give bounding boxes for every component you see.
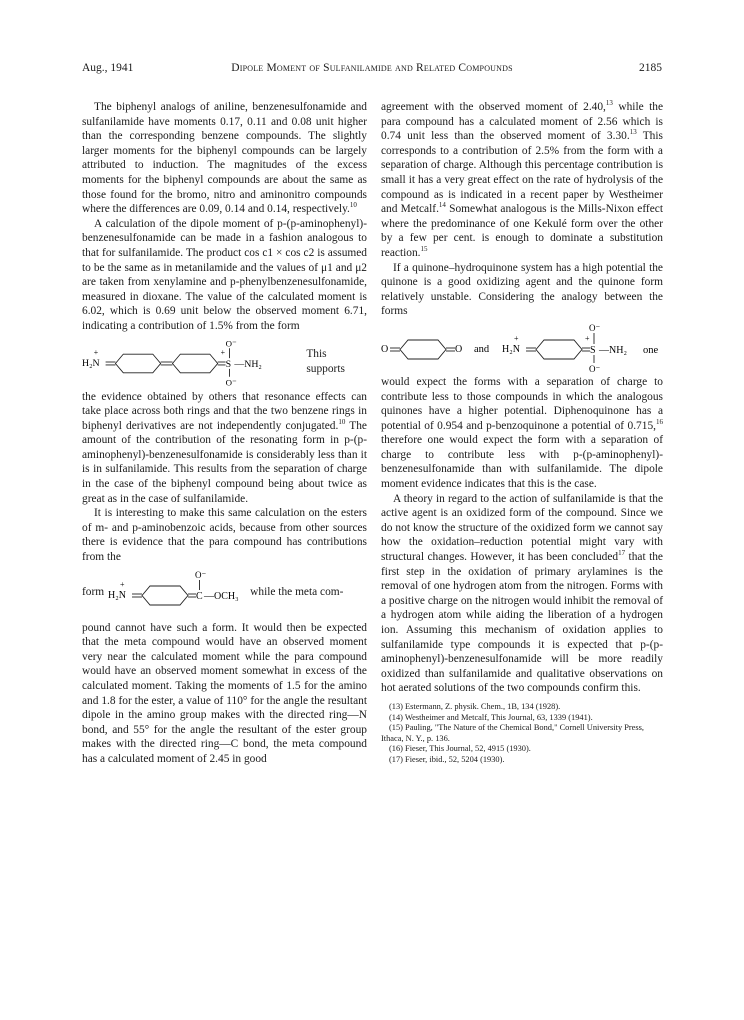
left-paragraph-1: The biphenyl analogs of aniline, benzenesulfonamide and sulfanilamide have moments 0.17, 0.11 and 0.08 unit higher than the corresponding benzene compounds. The slightly larger moments for the biphenyl compounds can be largely attributed to induction. The magnitudes of the excess moments for the biphenyl compounds are about the same as those found for the bromo, nitro and aminonitro compounds where the differences are 0.09, 0.14 and 0.14, respectively.$^{10}$ — [82, 101, 367, 216]
formula2-trailing-text: while the meta com- — [250, 586, 344, 599]
formula-quinone-comparison — [381, 322, 663, 372]
page-header — [82, 62, 662, 78]
right-paragraph-1: agreement with the observed moment of 2.40,13 while the para compound has a calculated moment of 2.56 which is 0.74 unit less than the observed moment of 3.30.13 This corresponds to a contribution of 2.5% from the form with a separation of charge. Although this percentage contribution is small it has a very great effect on the rate of hydrolysis of the compound as is indicated in a recent paper by Westheimer and Metcalf.$^{14}$ Somewhat analogous is the Mills-Nixon effect where the predominance of one Kekulé form over the other by a few per cent. is enough to dominate a substitution reaction.$^{15}$ — [381, 99, 664, 259]
footnotes — [381, 702, 663, 766]
svg-text:+: + — [120, 579, 125, 589]
footnote-16: (16) Fieser, This Journal, 52, 4915 (1930). — [389, 744, 531, 754]
svg-text:—NH₂: —NH₂ — [234, 358, 262, 370]
svg-text:H₂N: H₂N — [82, 357, 100, 369]
svg-text:and: and — [474, 343, 490, 355]
header-date: Aug., 1941 — [82, 62, 134, 74]
formula2-leading-text: form — [82, 586, 105, 599]
svg-text:O: O — [455, 343, 463, 355]
right-paragraph-2: If a quinone–hydroquinone system has a high potential the quinone is a good oxidizing agent and the quinone form relatively unstable. Considering the analogy between the forms — [381, 261, 663, 318]
footnote-15: (15) Pauling, "The Nature of the Chemical Bond," Cornell University Press, Ithaca, N. Y., p. 136. — [381, 723, 645, 743]
svg-text:+: + — [514, 333, 519, 343]
footnote-14: (14) Westheimer and Metcalf, This Journal, 63, 1339 (1941). — [389, 712, 593, 722]
formula-biphenyl-sulfonamide — [82, 337, 367, 387]
svg-text:+: + — [220, 347, 226, 357]
left-paragraph-5: pound cannot have such a form. It would then be expected that the meta compound would have an observed moment very near the calculated moment while the para compound would have an observed moment somewhat in excess of the calculated moment. Taking the moments of 1.5 for the amino and 1.8 for the ester, a value of 110° for the angle the resultant dipole in the amino group makes with the directed ring—N bond, and 55° for the angle the resultant of the ester group makes with the directed ring—C bond, the meta compound has a calculated moment of 2.45 in good — [82, 621, 367, 765]
formula1-trailing-text: This supports — [306, 347, 345, 375]
svg-text:+: + — [585, 333, 590, 343]
left-column — [82, 100, 367, 767]
biphenyl-quinoid-structure — [82, 337, 298, 387]
formula-aminobenzoate — [82, 568, 367, 618]
footnote-13: (13) Estermann, Z. physik. Chem., 1B, 134 (1928). — [389, 701, 561, 711]
svg-text:O⁻: O⁻ — [589, 322, 601, 333]
left-paragraph-3: the evidence obtained by others that resonance effects can take place across both rings and that the two benzene rings in biphenyl derivatives are not independently conjugated.$^{10}$ The amount of the contribution of the resonating form in p-(p-aminophenyl)-benzenesulfonamide is considerably less than it is in sulfanilamide. This results from the separation of charge in the case of the biphenyl compound being about twice as great as in the case of sulfanilamide. — [82, 390, 367, 505]
left-paragraph-2: A calculation of the dipole moment of p-(p-aminophenyl)-benzenesulfonamide can be made in a fashion analogous to that for sulfanilamide. The product cos c1 × cos c2 is assumed to be the same as in metanilamide and the values of μ1 and μ2 are taken from xenylamine and p-phenylbenzenesulfonamide, measured in dioxane. The value of the calculated moment is 6.02, which is 0.69 unit below the observed moment 6.71, indicating a contribution of 1.5% from the form — [82, 217, 367, 332]
svg-text:C: C — [196, 590, 203, 602]
right-column — [381, 100, 663, 766]
svg-text:O⁻: O⁻ — [589, 363, 601, 372]
svg-text:S: S — [590, 344, 596, 356]
svg-text:one: one — [643, 344, 659, 356]
svg-text:H₂N: H₂N — [108, 589, 127, 601]
svg-text:O⁻: O⁻ — [225, 377, 237, 387]
header-title: Dipole Moment of Sulfanilamide and Related Compounds — [231, 62, 513, 74]
aminobenzoate-quinoid-structure — [108, 568, 248, 618]
svg-text:—OCH₃: —OCH₃ — [204, 590, 239, 602]
right-paragraph-4: A theory in regard to the action of sulfanilamide is that the active agent is an oxidized form of the compound. Since we do not know the structure of the oxidized form we cannot say how the oxidation–reduction potential might vary with structural changes. However, it has been concluded$^{17}$ that the first step in the oxidation of primary arylamines is the removal of one hydrogen atom from the nitrogen. Forms with a positive charge on the nitrogen would inhibit the removal of a hydrogen atom while aiding the liberation of a hydrogen ion. Assuming this mechanism of oxidation applies to sulfanilamide type compounds it is expected that p-(p-aminophenyl)-benzenesulfonamide will be more readily oxidized than sulfanilamide and qualitative observations on hot aerated solutions of the two compounds confirm this. — [381, 492, 663, 695]
quinone-and-sulfanilamide-structures — [381, 322, 663, 372]
svg-text:+: + — [93, 347, 99, 357]
svg-text:H₂N: H₂N — [502, 343, 520, 355]
header-page-number: 2185 — [639, 62, 662, 74]
svg-text:O⁻: O⁻ — [225, 337, 237, 348]
svg-text:O: O — [381, 343, 389, 355]
svg-text:—NH₂: —NH₂ — [599, 344, 627, 356]
footnote-17: (17) Fieser, ibid., 52, 5204 (1930). — [389, 754, 505, 764]
svg-text:O⁻: O⁻ — [195, 569, 207, 580]
right-paragraph-3: would expect the forms with a separation of charge to contribute less to those compounds in which the analogous quinones have a higher potential. Diphenoquinone has a potential of 0.954 and p-benzoquinone a potential of 0.715,16 therefore one would expect the form with a separation of charge to contribute less with p-(p-aminophenyl)-benzenesulfonamide than with sulfanilamide. The dipole moment evidence indicates that this is the case. — [381, 375, 663, 491]
left-paragraph-4: It is interesting to make this same calculation on the esters of m- and p-aminobenzoic acids, because from other sources there is evidence that the para compound has contributions from the — [82, 507, 367, 564]
svg-text:S: S — [225, 358, 232, 370]
